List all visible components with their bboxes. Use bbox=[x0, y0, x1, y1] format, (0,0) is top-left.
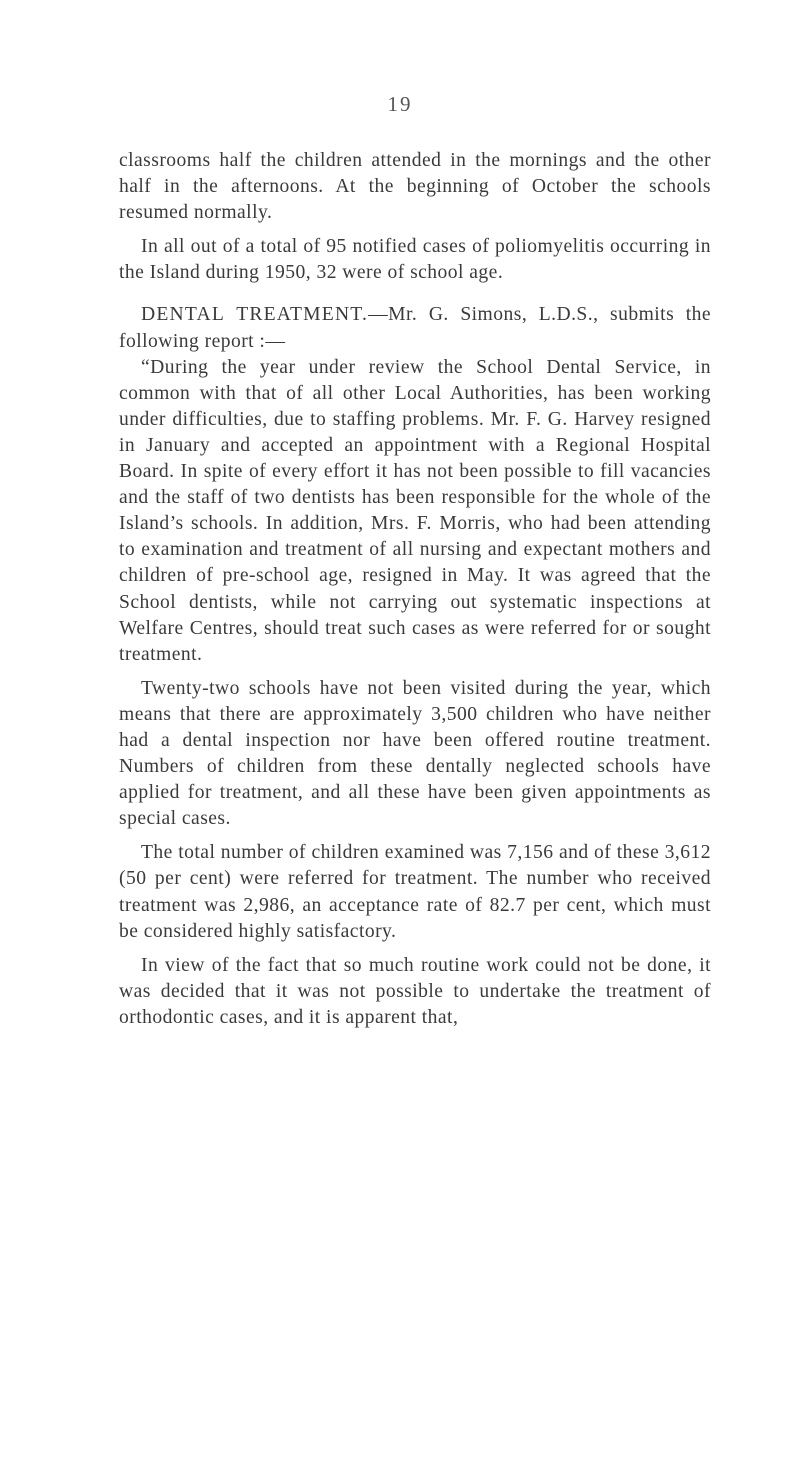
paragraph-orthodontic-cases: In view of the fact that so much routine work could not be done, it was decided that it was not possible to undertake the treatment of orthodontic cases, and it is apparent that, bbox=[119, 954, 711, 1028]
dental-report-intro: —Mr. G. Simons, L.D.S., submits the following report :— bbox=[119, 304, 711, 352]
document-body bbox=[119, 148, 711, 1031]
paragraph-staffing-difficulties: “During the year under review the School Dental Service, in common with that of all other Local Authorities, has been working under difficulties, due to staffing problems. Mr. F. G. Harvey resigned in January and accepted an appointment with a Regional Hospital Board. In spite of every effort it has not been possible to fill vacancies and the staff of two dentists has been responsible for the whole of the Island’s schools. In addition, Mrs. F. Morris, who had been attending to examination and treatment of all nursing and expectant mothers and children of pre-school age, resigned in May. It was agreed that the School dentists, while not carrying out systematic inspections at Welfare Centres, should treat such cases as were referred for or sought treatment. bbox=[119, 356, 711, 665]
paragraph-dental-heading bbox=[119, 302, 711, 354]
paragraph-examination-totals: The total number of children examined was 7,156 and of these 3,612 (50 per cent) were referred for treatment. The number who received treatment was 2,986, an acceptance rate of 82.7 per cent, which must be considered highly satisfactory. bbox=[119, 842, 711, 942]
page-number: 19 bbox=[387, 92, 413, 116]
paragraph-poliomyelitis-cases: In all out of a total of 95 notified cases of poliomyelitis occurring in the Island during 1950, 32 were of school age. bbox=[119, 236, 711, 284]
paragraph-unvisited-schools: Twenty-two schools have not been visited during the year, which means that there are approximately 3,500 children who have neither had a dental inspection nor have been offered routine treatment. Numbers of children from these dentally neglected schools have applied for treatment, and all these have been given appointments as special cases. bbox=[119, 677, 711, 830]
section-heading-dental-treatment: DENTAL TREATMENT. bbox=[141, 304, 369, 326]
paragraph-schools-resumed: classrooms half the children attended in the mornings and the other half in the afternoons. At the beginning of October the schools resumed normally. bbox=[119, 150, 711, 224]
